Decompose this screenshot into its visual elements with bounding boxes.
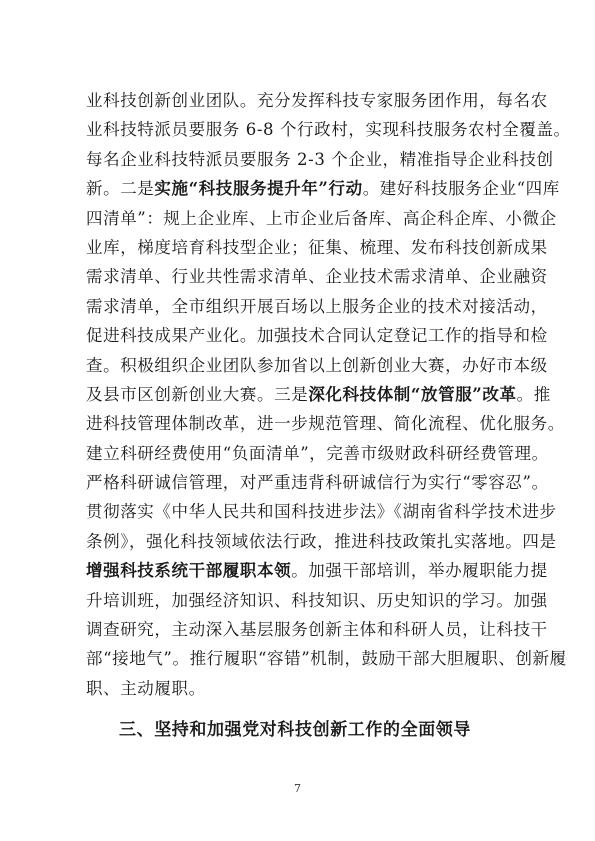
text-line bbox=[86, 615, 548, 644]
text-line bbox=[86, 262, 548, 291]
text-line bbox=[86, 380, 551, 409]
text-run: 需求清单、行业共性需求清单、企业技术需求清单、企业融资 bbox=[86, 267, 548, 287]
text-run: 严格科研诚信管理，对严重违背科研诚信行为实行“零容忍”。 bbox=[86, 473, 549, 493]
text-run: 调查研究，主动深入基层服务创新主体和科研人员，让科技干 bbox=[86, 620, 548, 640]
text-line bbox=[86, 292, 548, 321]
text-line bbox=[86, 86, 548, 115]
text-run: 业科技特派员要服务 6-8 个行政村，实现科技服务农村全覆盖。 bbox=[86, 120, 571, 140]
bold-text-run: 实施“科技服务提升年”行动 bbox=[154, 179, 363, 199]
text-line bbox=[86, 556, 548, 585]
text-line bbox=[86, 586, 548, 615]
text-run: 业库，梯度培育科技型企业；征集、梳理、发布科技创新成果 bbox=[86, 237, 548, 257]
text-run: 四清单”：规上企业库、上市企业后备库、高企科企库、小微企 bbox=[86, 208, 557, 228]
section-heading: 三、坚持和加强党对科技创新工作的全面领导 bbox=[119, 720, 471, 740]
page-number: 7 bbox=[294, 782, 301, 795]
bold-text-run: 深化科技体制“放管服”改革 bbox=[308, 384, 517, 404]
text-run: 条例》，强化科技领域依法行政，推进科技政策扎实落地。四是 bbox=[86, 531, 557, 551]
text-line bbox=[86, 674, 524, 703]
text-run: 需求清单，全市组织开展百场以上服务企业的技术对接活动， bbox=[86, 296, 548, 316]
text-run: 部“接地气”。推行履职“容错”机制，鼓励干部大胆履职、创新履 bbox=[86, 649, 567, 669]
text-line bbox=[86, 115, 571, 144]
text-line bbox=[86, 644, 567, 673]
text-run: 新。二是 bbox=[86, 179, 155, 199]
text-line bbox=[86, 174, 560, 203]
text-run: 。推 bbox=[516, 384, 551, 404]
text-line bbox=[86, 439, 549, 468]
text-line bbox=[86, 204, 557, 233]
text-run: 促进科技成果产业化。加强技术合同认定登记工作的指导和检 bbox=[86, 326, 548, 346]
text-run: 每名企业科技特派员要服务 2-3 个企业，精准指导企业科技创 bbox=[86, 149, 554, 169]
text-line bbox=[86, 409, 565, 438]
body-paragraph bbox=[86, 86, 571, 703]
text-run: 查。积极组织企业团队参加省以上创新创业大赛，办好市本级 bbox=[86, 355, 548, 375]
text-line bbox=[86, 321, 548, 350]
text-run: 升培训班，加强经济知识、科技知识、历史知识的学习。加强 bbox=[86, 590, 548, 610]
text-line bbox=[86, 145, 554, 174]
text-line bbox=[86, 527, 557, 556]
text-run: 。加强干部培训，举办履职能力提 bbox=[291, 561, 548, 581]
text-line bbox=[86, 497, 557, 526]
text-line bbox=[86, 233, 548, 262]
text-line bbox=[86, 351, 548, 380]
bold-text-run: 增强科技系统干部履职本领 bbox=[86, 561, 292, 581]
text-run: 。建好科技服务企业“四库 bbox=[362, 179, 560, 199]
text-run: 建立科研经费使用“负面清单”，完善市级财政科研经费管理。 bbox=[86, 443, 549, 463]
text-run: 业科技创新创业团队。充分发挥科技专家服务团作用，每名农 bbox=[86, 91, 548, 110]
text-line bbox=[86, 468, 549, 497]
text-run: 进科技管理体制改革，进一步规范管理、简化流程、优化服务。 bbox=[86, 414, 565, 434]
text-run: 贯彻落实《中华人民共和国科技进步法》《湖南省科学技术进步 bbox=[86, 502, 557, 522]
text-run: 职、主动履职。 bbox=[86, 678, 206, 698]
text-run: 及县市区创新创业大赛。三是 bbox=[86, 384, 309, 404]
